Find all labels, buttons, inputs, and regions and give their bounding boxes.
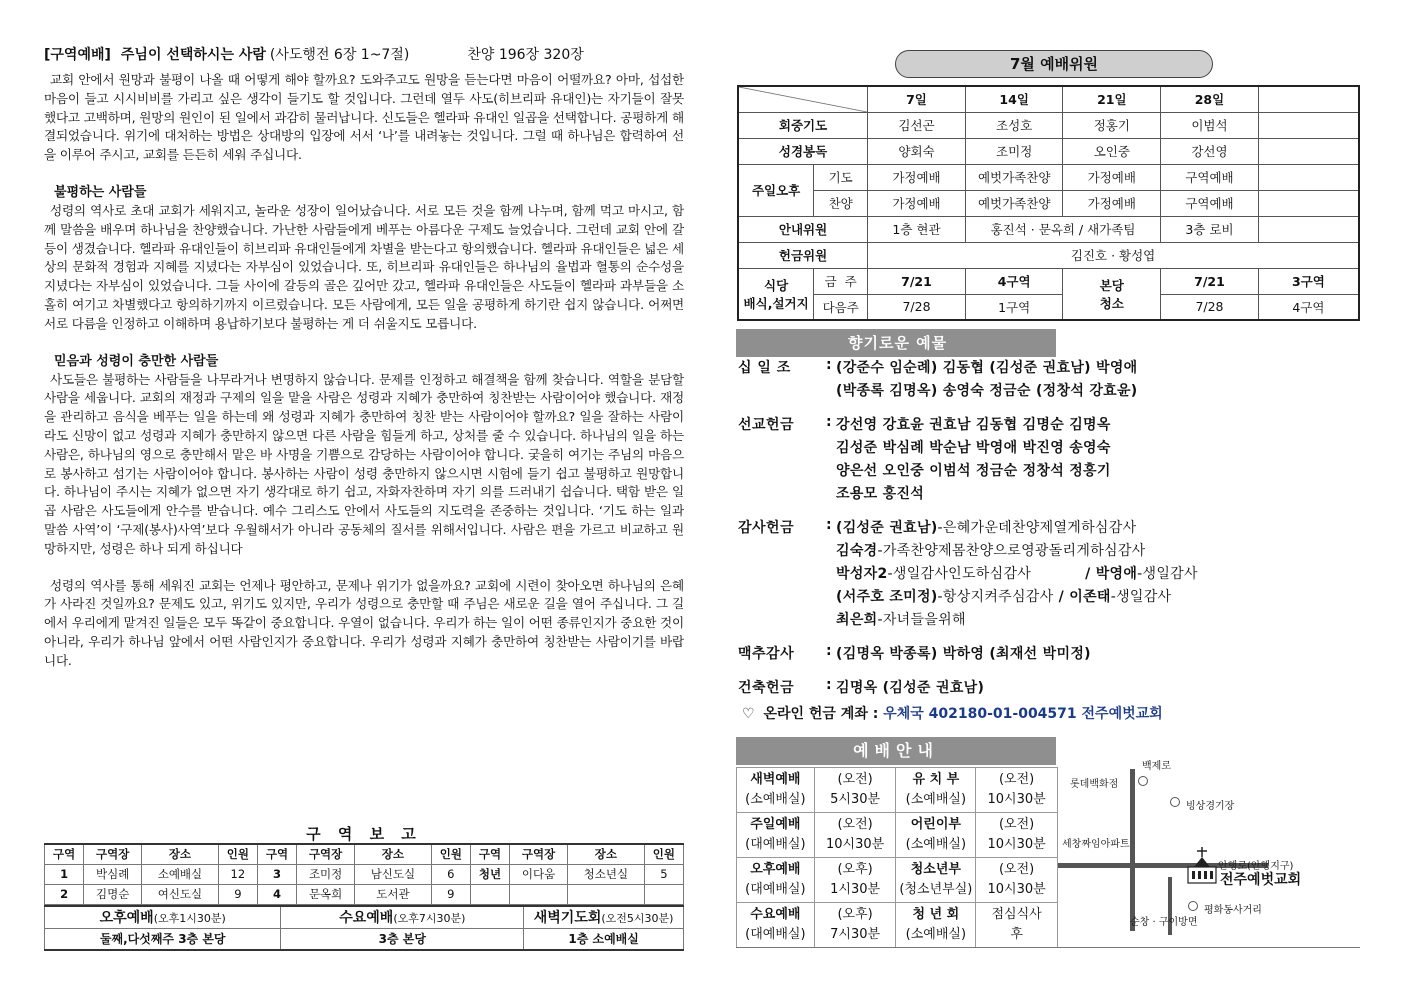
thanks-line: (서주호 조미정)-항상지켜주심감사 / 이존태-생일감사 <box>836 589 1172 605</box>
heart-icon: ♡ <box>742 706 755 722</box>
table-cell: 9 <box>431 884 470 904</box>
worship-guide-table <box>736 767 1058 948</box>
worship-committee-title: 7월 예배위원 <box>895 50 1213 78</box>
row-label-pm-praise: 찬양 <box>814 190 868 216</box>
table-cell <box>568 884 645 904</box>
table-cell: 청소년부 (청소년부실) <box>896 858 976 903</box>
mission-line: 양은선 오인중 이범석 정금순 정창석 정홍기 <box>836 463 1111 479</box>
map-label-apartment: 세창짜임아파트 <box>1062 839 1130 850</box>
table-header: 구역 <box>45 844 84 864</box>
table-cell: 박심례 <box>84 864 142 884</box>
table-cell: 이다움 <box>510 864 568 884</box>
row-label-reading: 성경봉독 <box>738 138 868 164</box>
table-header: 구역장 <box>510 844 568 864</box>
table-cell: 양회숙 <box>868 138 966 164</box>
table-row <box>45 884 684 904</box>
ice-rink-marker-icon <box>1170 797 1180 807</box>
sermon-paragraph-2: 성령의 역사로 초대 교회가 세워지고, 놀라운 성장이 일어났습니다. 서로 모든 것을 함께 나누며, 함께 먹고 마시고, 함께 말씀을 배우며 하나님을 찬양했습니다. 가난한 사람들에게 베푸는 아름다운 구제도 늘었습니다. 그런데 교회 안에 갈등이 생겼습니다. 헬라파 유대인들이 히브리파 유대인들에게 차별을 받는다고 항의했습니다. 헬라파 유대인들은 넓은 세상의 문화적 경험과 지혜를 지녔다는 자부심이 있었습니다. 또, 히브리파 유대인들은 하나님의 율법과 혈통의 순수성을 지녔다는 자부심이 있었습니다. 그들 사이에 갈등의 골은 깊어만 갔고, 헬라파 유대인들은 사도들이 헬라파 과부들을 소홀히 여기고 차별했다고 항의하기까지 이르렀습니다. 모든 사람에게, 모든 일을 공평하게 하기란 쉽지 않습니다. 어쩌면 서로 다름을 인정하고 이해하며 용납하기보다 불평하는 게 더 쉬울지도 모릅니다. <box>44 202 684 331</box>
table-cell: 1층 현관 <box>868 216 966 242</box>
sermon-header <box>44 42 684 66</box>
table-header: 장소 <box>568 844 645 864</box>
table-cell: 3층 로비 <box>1161 216 1259 242</box>
tithe-line: (박종록 김명옥) 송영숙 정금순 (정창석 강효윤) <box>836 383 1138 399</box>
clean-next-date: 7/28 <box>1161 294 1259 320</box>
table-cell <box>510 884 568 904</box>
table-cell: 예벗가족찬양 <box>965 190 1063 216</box>
sermon-column <box>44 42 684 689</box>
intersection-marker-icon <box>1188 901 1198 911</box>
date-header: 7일 <box>868 86 966 112</box>
clean-next-team: 4구역 <box>1258 294 1359 320</box>
table-cell: 6 <box>431 864 470 884</box>
dawn-prayer-location: 1층 소예배실 <box>524 928 684 950</box>
label-next-week: 다음주 <box>814 294 868 320</box>
building-block: 건축헌금 : 김명옥 (김성준 권효남) <box>738 677 1358 700</box>
bottom-divider <box>736 947 1360 948</box>
table-cell: 구역예배 <box>1161 164 1259 190</box>
building-label: 건축헌금 <box>738 680 795 696</box>
sermon-subheading-2: 믿음과 성령이 충만한 사람들 <box>54 353 219 369</box>
table-row <box>45 864 684 884</box>
table-row <box>737 768 1058 813</box>
wednesday-worship-location: 3층 본당 <box>281 928 524 950</box>
offerings-section-bar: 향기로운 예물 <box>736 329 1056 357</box>
online-offering <box>742 703 1163 723</box>
table-header: 인원 <box>218 844 257 864</box>
offerings-list <box>738 357 1358 700</box>
thanks-line: 최은희-자녀들을위해 <box>836 612 966 628</box>
tithe-block: 십 일 조 : (강준수 임순례) 김동협 (김성준 권효남) 박영애 (박종록 김명옥) 송영숙 정금순 (정창석 강효윤) <box>738 357 1358 403</box>
table-cell: 이범석 <box>1161 112 1259 138</box>
empty-cell <box>1258 216 1359 242</box>
district-header-row <box>45 844 684 864</box>
sermon-subheading-1: 불평하는 사람들 <box>54 184 147 200</box>
weekly-worship-table <box>44 905 684 951</box>
row-label-kitchen: 식당 배식,설거지 <box>738 268 814 320</box>
table-row <box>737 813 1058 858</box>
table-cell: 문옥희 <box>297 884 355 904</box>
map-label-baekje: 백제로 <box>1142 761 1171 772</box>
table-cell: 오후예배 (대예배실) <box>737 858 815 903</box>
church-building-icon <box>1184 847 1220 885</box>
online-label: 온라인 헌금 계좌 : <box>763 706 879 722</box>
barley-line: (김명옥 박종록) 박하영 (최재선 박미정) <box>836 646 1091 662</box>
date-header: 14일 <box>965 86 1063 112</box>
table-header: 장소 <box>355 844 432 864</box>
kitchen-this-team: 4구역 <box>965 268 1063 294</box>
table-cell: 유 치 부 (소예배실) <box>896 768 976 813</box>
barley-label: 맥추감사 <box>738 646 795 662</box>
table-cell: 청소년실 <box>568 864 645 884</box>
sermon-paragraph-3: 사도들은 불평하는 사람들을 나무라거나 변명하지 않습니다. 문제를 인정하고 해결책을 함께 찾습니다. 역할을 분담할 사람을 세웁니다. 교회의 재정과 구제의 일을 맡을 사람은 성령과 지혜가 충만하여 칭찬받는 사람이어야 했습니다. 재정을 관리하고 음식을 베푸는 일을 하는데 왜 성령과 지혜가 충만하여 칭찬 받는 사람이어야 할까요? 일을 잘하는 사람이라도 신망이 없고 성령과 지혜가 충만하지 않으면 다른 사람을 힘들게 하고, 상처를 줄 수 있습니다. 하나님의 일을 하는 사람은, 하나님의 영으로 충만해서 맡은 바 사명을 기쁨으로 감당하는 사람이어야 합니다. 궂을히 여기는 주님의 마음으로 봉사하고 섬기는 사람이어야 합니다. 봉사하는 사람이 성령 충만하지 않으시면 시험에 들기 쉽고 불평하고 원망합니다. 하나님이 주시는 지혜가 없으면 자기 생각대로 하기 쉽고, 자화자찬하며 자기 의를 드러내기 쉽습니다. 택함 받은 일곱 사람은 사도들에게 안수를 받습니다. 예수 그리스도 안에서 사도들의 지도력을 존중하는 것입니다. ‘기도 하는 일과 말씀 사역’이 ‘구제(봉사)사역’보다 우월해서가 아니라 공동체의 질서를 위해서입니다. 사람은 편을 가르고 비교하고 원망하지만, 성령은 하나 되게 하십니다 <box>44 371 684 556</box>
table-cell <box>644 884 683 904</box>
table-cell: (오후) 7시30분 <box>814 903 896 948</box>
table-cell: 조미정 <box>965 138 1063 164</box>
table-cell: 2 <box>45 884 84 904</box>
table-cell: 조성호 <box>965 112 1063 138</box>
map-label-anhaeng: 안행로(안행지구) <box>1218 861 1294 872</box>
row-label-usher: 안내위원 <box>738 216 868 242</box>
thanks-line: (김성준 권효남)-은혜가운데찬양제열게하심감사 <box>836 520 1137 536</box>
church-location-map <box>1058 755 1360 947</box>
empty-cell <box>1258 86 1359 112</box>
worship-guide-bar: 예배안내 <box>736 737 1056 765</box>
table-cell: (오후) 1시30분 <box>814 858 896 903</box>
bank-account: 우체국 402180-01-004571 전주예벗교회 <box>883 706 1163 722</box>
table-cell: 청년 <box>470 864 509 884</box>
afternoon-worship-location: 둘째,다섯째주 3층 본당 <box>45 928 281 950</box>
table-cell: (오전) 10시30분 <box>976 768 1058 813</box>
table-cell: 오인중 <box>1063 138 1161 164</box>
sermon-tag: [구역예배] <box>44 47 111 63</box>
map-label-lotte: 롯데백화점 <box>1070 779 1119 790</box>
kitchen-next-team: 1구역 <box>965 294 1063 320</box>
mission-line: 김성준 박심례 박순남 박영애 박진영 송영숙 <box>836 440 1111 456</box>
barley-block: 맥추감사 : (김명옥 박종록) 박하영 (최재선 박미정) <box>738 643 1358 666</box>
table-cell: 김진호 · 황성엽 <box>868 242 1359 268</box>
empty-cell <box>1258 112 1359 138</box>
table-header: 장소 <box>142 844 219 864</box>
table-cell: 소예배실 <box>142 864 219 884</box>
table-cell: 9 <box>218 884 257 904</box>
thanks-label: 감사헌금 <box>738 520 795 536</box>
table-cell: (오전) 10시30분 <box>976 858 1058 903</box>
worship-committee-table <box>737 85 1360 321</box>
building-line: 김명옥 (김성준 권효남) <box>836 680 985 696</box>
diagonal-header-cell <box>738 86 868 112</box>
table-header: 구역장 <box>297 844 355 864</box>
map-road-baekje <box>1130 769 1135 931</box>
afternoon-worship-heading: 오후예배(오후1시30분) <box>45 906 281 928</box>
table-cell: 어린이부 (소예배실) <box>896 813 976 858</box>
table-cell: 주일예배 (대예배실) <box>737 813 815 858</box>
sermon-paragraph-1: 교회 안에서 원망과 불평이 나올 때 어떻게 해야 할까요? 도와주고도 원망을 듣는다면 마음이 어떨까요? 아마, 섭섭한 마음이 들고 시시비비를 가리고 싶은 생각이 들기도 할 것입니다. 그런데 열두 사도(히브리파 유대인)는 자기들이 잘못했다고 고백하며, 원망의 원인이 된 일에서 과감히 물러납니다. 신도들은 헬라파 유대인 일곱을 선택합니다. 공평하게 해결되었습니다. 위기에 대처하는 방법은 상대방의 입장에 서서 ‘나’를 내려놓는 것입니다. 그럴 때 하나님은 합력하여 선을 이루어 주시고, 교회를 든든히 세워 주십니다. <box>44 72 684 163</box>
kitchen-next-date: 7/28 <box>868 294 966 320</box>
table-cell: (오전) 5시30분 <box>814 768 896 813</box>
table-cell: 4 <box>257 884 296 904</box>
label-this-week: 금 주 <box>814 268 868 294</box>
table-cell: 정홍기 <box>1063 112 1161 138</box>
table-cell: 1 <box>45 864 84 884</box>
table-cell <box>470 884 509 904</box>
table-header: 구역장 <box>84 844 142 864</box>
table-cell: 김선곤 <box>868 112 966 138</box>
date-header: 28일 <box>1161 86 1259 112</box>
empty-cell <box>1258 190 1359 216</box>
table-cell: 구역예배 <box>1161 190 1259 216</box>
sermon-title: 주님이 선택하시는 사람 <box>120 47 266 63</box>
empty-cell <box>1258 164 1359 190</box>
mission-label: 선교헌금 <box>738 417 795 433</box>
table-cell: 가정예배 <box>1063 190 1161 216</box>
row-label-prayer: 회중기도 <box>738 112 868 138</box>
table-cell: 가정예배 <box>868 164 966 190</box>
clean-this-team: 3구역 <box>1258 268 1359 294</box>
mission-line: 강선영 강효윤 권효남 김동협 김명순 김명옥 <box>836 417 1111 433</box>
table-cell: 수요예배 (대예배실) <box>737 903 815 948</box>
table-header: 구역 <box>257 844 296 864</box>
table-header: 인원 <box>431 844 470 864</box>
district-report-table <box>44 843 684 905</box>
district-report-title: 구 역 보 고 <box>306 825 422 843</box>
thanks-block: 감사헌금 : (김성준 권효남)-은혜가운데찬양제열게하심감사 김숙경-가족찬양제몸찬양으로영광돌리게하심감사 박성자2-생일감사인도하심감사 / 박영애-생일감사 (서주호 조미정)-항상지켜주심감사 / 이존태-생일감사 최은희-자녀들을위해 <box>738 517 1358 632</box>
table-cell: 점심식사 후 <box>976 903 1058 948</box>
table-cell: 예벗가족찬양 <box>965 164 1063 190</box>
row-label-sunday-pm: 주일오후 <box>738 164 814 216</box>
table-cell: 3 <box>257 864 296 884</box>
table-cell: 조미정 <box>297 864 355 884</box>
table-row <box>737 903 1058 948</box>
map-label-ice-rink: 빙상경기장 <box>1186 801 1235 812</box>
table-cell: 12 <box>218 864 257 884</box>
clean-this-date: 7/21 <box>1161 268 1259 294</box>
tithe-line: (강준수 임순례) 김동협 (김성준 권효남) 박영애 <box>836 360 1138 376</box>
table-header: 인원 <box>644 844 683 864</box>
dawn-prayer-heading: 새벽기도회(오전5시30분) <box>524 906 684 928</box>
table-cell: 김명순 <box>84 884 142 904</box>
table-cell: 청 년 회 (소예배실) <box>896 903 976 948</box>
table-cell: 강선영 <box>1161 138 1259 164</box>
table-cell: (오전) 10시30분 <box>814 813 896 858</box>
row-label-cleaning: 본당 청소 <box>1063 268 1161 320</box>
sermon-scripture: (사도행전 6장 1~7절) <box>269 47 410 63</box>
date-header: 21일 <box>1063 86 1161 112</box>
map-label-church: 전주예벗교회 <box>1220 872 1302 888</box>
map-label-pyeonghwa: 평화동사거리 <box>1204 905 1262 916</box>
map-label-direction: 순창 · 구이방면 <box>1130 917 1198 928</box>
empty-cell <box>1258 138 1359 164</box>
mission-block: 선교헌금 : 강선영 강효윤 권효남 김동협 김명순 김명옥 김성준 박심례 박순남 박영애 박진영 송영숙 양은선 오인중 이범석 정금순 정창석 정홍기 조용모 홍진석 <box>738 414 1358 506</box>
table-cell: 가정예배 <box>868 190 966 216</box>
table-cell: 도서관 <box>355 884 432 904</box>
thanks-line: 김숙경-가족찬양제몸찬양으로영광돌리게하심감사 <box>836 543 1146 559</box>
table-cell: 새벽예배 (소예배실) <box>737 768 815 813</box>
table-cell: 가정예배 <box>1063 164 1161 190</box>
table-row <box>737 858 1058 903</box>
table-cell: 5 <box>644 864 683 884</box>
table-cell: 여신도실 <box>142 884 219 904</box>
row-label-pm-prayer: 기도 <box>814 164 868 190</box>
tithe-label: 십 일 조 <box>738 360 791 376</box>
wednesday-worship-heading: 수요예배(오후7시30분) <box>281 906 524 928</box>
table-cell: 남신도실 <box>355 864 432 884</box>
thanks-line: 박성자2-생일감사인도하심감사 / 박영애-생일감사 <box>836 566 1198 582</box>
table-cell: (오전) 10시30분 <box>976 813 1058 858</box>
table-cell: 홍진석 · 문옥희 / 새가족팀 <box>965 216 1160 242</box>
mission-line: 조용모 홍진석 <box>836 486 925 502</box>
table-header: 구역 <box>470 844 509 864</box>
sermon-hymn: 찬양 196장 320장 <box>467 47 584 63</box>
lotte-marker-icon <box>1138 776 1148 786</box>
row-label-offering: 헌금위원 <box>738 242 868 268</box>
sermon-paragraph-4: 성령의 역사를 통해 세워진 교회는 언제나 평안하고, 문제나 위기가 없을까요? 교회에 시련이 찾아오면 하나님의 은혜가 사라진 것일까요? 문제도 있고, 위기도 있지만, 우리가 성령으로 충만할 때 주님은 새로운 길을 열어 주십니다. 그 길에서 우리에게 맡겨진 일들은 모두 똑같이 중요합니다. 우열이 없습니다. 우리가 하는 일이 어떤 종류인지가 중요한 것이 아니라, 우리가 하나님 앞에서 어떤 사람인지가 중요합니다. 우리가 성령과 지혜가 충만하여 칭찬받는 사람이기를 바랍니다. <box>44 577 684 668</box>
kitchen-this-date: 7/21 <box>868 268 966 294</box>
